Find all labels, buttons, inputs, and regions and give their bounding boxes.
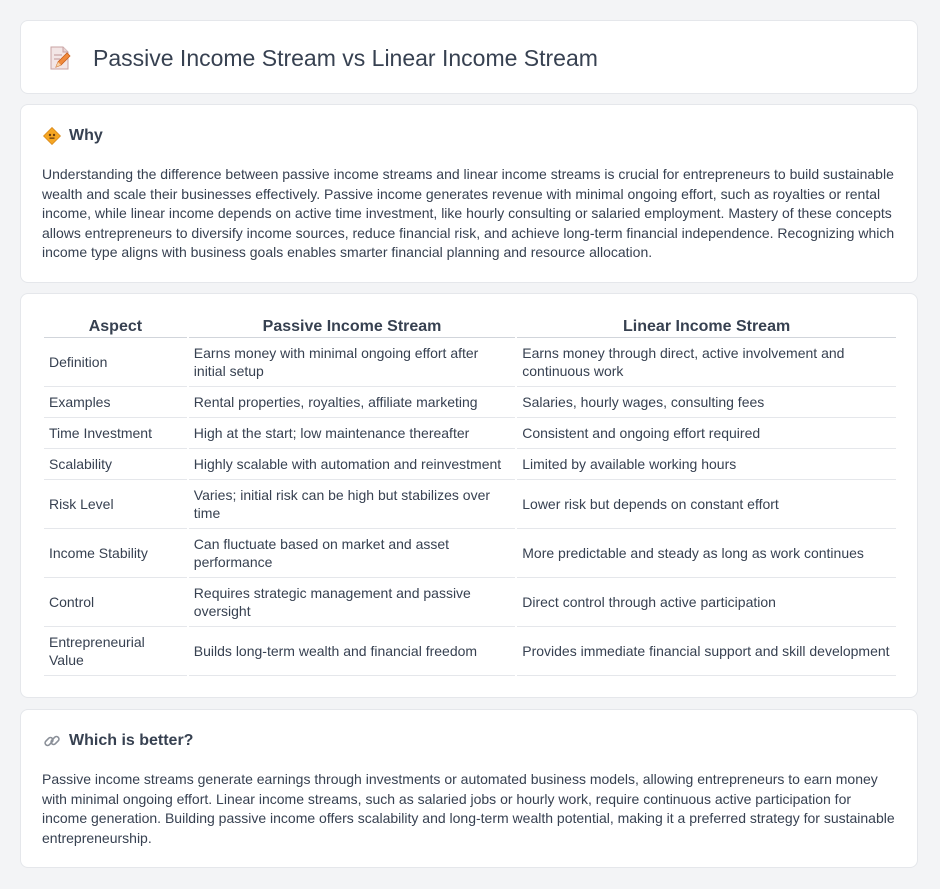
passive-cell: Builds long-term wealth and financial freedom xyxy=(189,627,515,676)
aspect-cell: Risk Level xyxy=(44,480,187,529)
aspect-cell: Income Stability xyxy=(44,529,187,578)
aspect-cell: Definition xyxy=(44,338,187,387)
aspect-cell: Entrepreneurial Value xyxy=(44,627,187,676)
passive-cell: Rental properties, royalties, affiliate marketing xyxy=(189,387,515,418)
table-row xyxy=(44,449,896,480)
better-heading-row xyxy=(43,732,193,750)
why-text: Understanding the difference between passive income streams and linear income streams is crucial for entrepreneurs to build sustainable wealth and scale their businesses effectively. Passive income generates revenue with minimal ongoing effort, such as royalties or rental income, while linear income depends on active time investment, like hourly consulting or salaried employment. Mastery of these concepts allows entrepreneurs to diversify income sources, reduce financial risk, and achieve long-term financial independence. Recognizing which income type aligns with business goals enables smarter financial planning and resource allocation. xyxy=(42,166,895,261)
table-row xyxy=(44,480,896,529)
document-pencil-icon xyxy=(47,45,73,71)
why-heading-row xyxy=(43,127,103,145)
why-heading: Why xyxy=(69,127,103,144)
column-header-aspect: Aspect xyxy=(44,316,187,338)
linear-cell: Earns money through direct, active involvement and continuous work xyxy=(517,338,896,387)
passive-cell: Earns money with minimal ongoing effort after initial setup xyxy=(189,338,515,387)
better-heading: Which is better? xyxy=(69,732,194,749)
diamond-sign-icon xyxy=(43,127,61,145)
linear-cell: Salaries, hourly wages, consulting fees xyxy=(517,387,896,418)
header-card xyxy=(20,20,918,94)
link-icon xyxy=(43,732,61,750)
aspect-cell: Scalability xyxy=(44,449,187,480)
aspect-cell: Examples xyxy=(44,387,187,418)
linear-cell: Limited by available working hours xyxy=(517,449,896,480)
table-row xyxy=(44,387,896,418)
table-row xyxy=(44,627,896,676)
title-row xyxy=(47,43,598,73)
page-title: Passive Income Stream vs Linear Income Stream xyxy=(93,45,598,71)
passive-cell: High at the start; low maintenance thereafter xyxy=(189,418,515,449)
linear-cell: Provides immediate financial support and skill development xyxy=(517,627,896,676)
aspect-cell: Control xyxy=(44,578,187,627)
table-row xyxy=(44,418,896,449)
table-row xyxy=(44,338,896,387)
aspect-cell: Time Investment xyxy=(44,418,187,449)
linear-cell: Lower risk but depends on constant effort xyxy=(517,480,896,529)
better-text: Passive income streams generate earnings through investments or automated business models, allowing entrepreneurs to earn money with minimal ongoing effort. Linear income streams, such as salaried jobs or hourly work, require continuous active participation for income generation. Building passive income offers scalability and long-term wealth potential, making it a preferred strategy for sustainable entrepreneurship. xyxy=(42,771,895,846)
linear-cell: Consistent and ongoing effort required xyxy=(517,418,896,449)
why-section xyxy=(20,104,918,283)
table-header-row xyxy=(44,316,896,338)
table-row xyxy=(44,578,896,627)
which-better-section xyxy=(20,709,918,868)
passive-cell: Varies; initial risk can be high but stabilizes over time xyxy=(189,480,515,529)
passive-cell: Highly scalable with automation and reinvestment xyxy=(189,449,515,480)
comparison-section xyxy=(20,293,918,698)
passive-cell: Can fluctuate based on market and asset performance xyxy=(189,529,515,578)
table-row xyxy=(44,529,896,578)
comparison-table xyxy=(42,316,898,676)
column-header-passive: Passive Income Stream xyxy=(189,316,515,338)
column-header-linear: Linear Income Stream xyxy=(517,316,896,338)
linear-cell: More predictable and steady as long as work continues xyxy=(517,529,896,578)
passive-cell: Requires strategic management and passive oversight xyxy=(189,578,515,627)
linear-cell: Direct control through active participation xyxy=(517,578,896,627)
